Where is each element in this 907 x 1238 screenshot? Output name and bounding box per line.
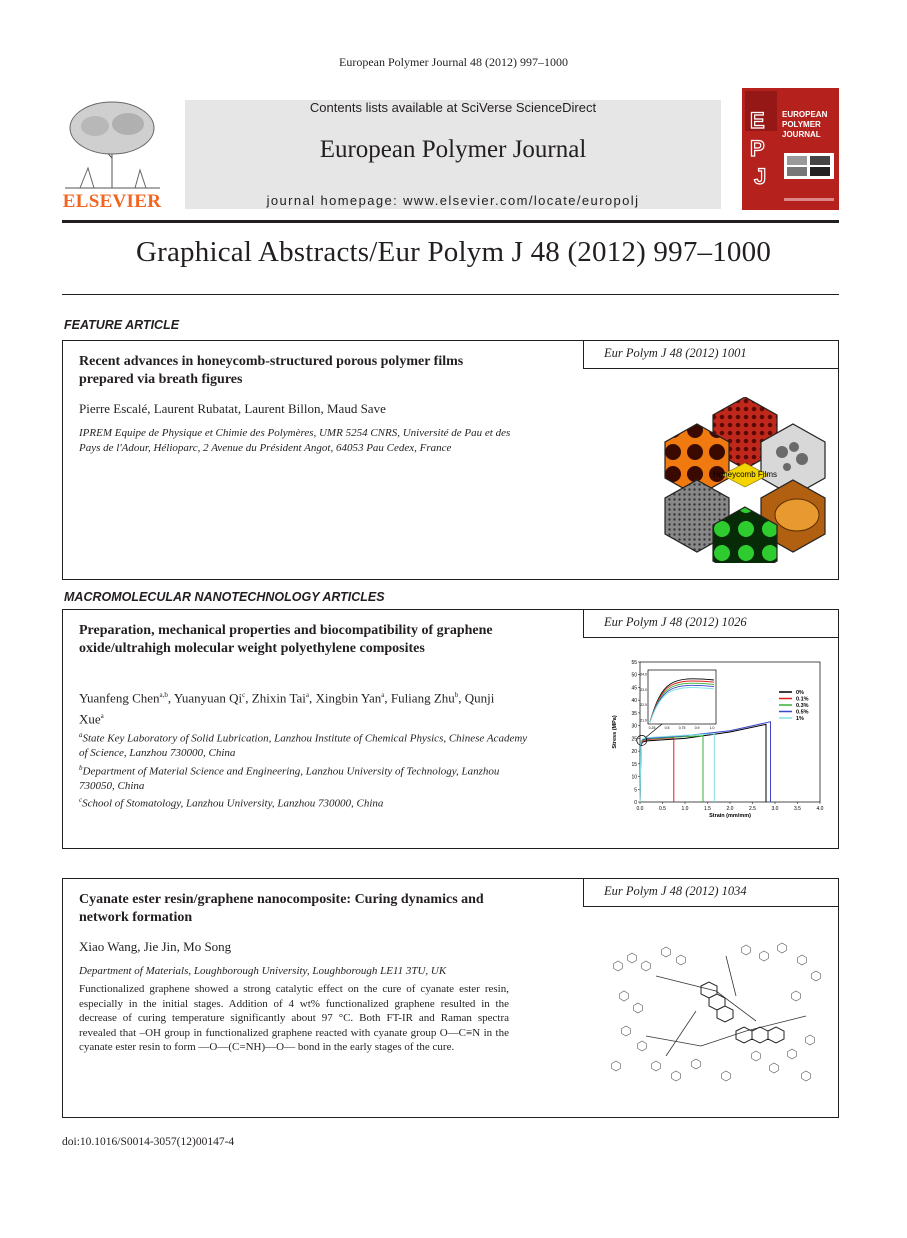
legend-label: 0.5% — [796, 709, 809, 716]
article-authors: Yuanfeng Chen$^{a,b}$, Yuanyuan Qi$^c$, Zhixin Tai$^a$, Xingbin Yan$^a$, Fuliang Zhu$^b$, Qunji Xue$^a$ — [79, 690, 495, 727]
journal-title: European Polymer Journal — [319, 136, 587, 163]
x-tick-label: 3.5 — [794, 806, 801, 812]
x-tick-label: 4.0 — [816, 806, 824, 812]
citation-ref[interactable]: Eur Polym J 48 (2012) 1026 — [583, 610, 839, 638]
legend-label: 1% — [796, 716, 804, 722]
affil-mark: a — [79, 731, 83, 739]
benzene-ring — [628, 953, 637, 963]
benzene-ring — [812, 971, 821, 981]
legend-label: 0.1% — [796, 696, 809, 703]
author-mark: a,b — [159, 691, 168, 699]
inset-y-tick-label: 21.0 — [640, 718, 647, 723]
benzene-ring — [722, 1071, 731, 1081]
cover-letter: J — [754, 164, 767, 189]
benzene-ring — [806, 1035, 815, 1045]
honeycomb-figure — [662, 397, 828, 563]
y-tick-label: 10 — [631, 774, 637, 781]
affil-text: Department of Material Science and Engineering, Lanzhou University of Technology, Lanzhou 730050, China — [79, 765, 500, 792]
inset-x-tick-label: 1.0 — [709, 726, 715, 730]
y-axis-label: Stress (MPa) — [612, 715, 618, 749]
article-affiliation: IPREM Equipe de Physique et Chimie des Polymères, UMR 5254 CNRS, Université de Pau et des Pays de l'Adour, Hélioparc, 2 Avenue du Président Angot, 64053 Pau Cedex, France — [79, 427, 511, 454]
x-tick-label: 1.0 — [681, 806, 689, 812]
inset-x-tick-label: 0.25 — [648, 726, 656, 730]
benzene-ring — [652, 1061, 661, 1071]
author-mark: a — [381, 691, 385, 699]
article-affiliations — [79, 728, 529, 811]
author-name: Fuliang Zhu — [390, 690, 455, 706]
inset-y-tick-label: 24.0 — [640, 672, 647, 677]
y-tick-label: 20 — [631, 749, 637, 756]
title-rule — [62, 294, 839, 295]
benzene-ring — [788, 1049, 797, 1059]
benzene-ring — [798, 955, 807, 965]
molecular-structure-figure — [606, 936, 830, 1086]
journal-homepage[interactable]: journal homepage: www.elsevier.com/locate/europolj — [266, 193, 640, 208]
benzene-ring — [662, 947, 671, 957]
inset-x-tick-label: 0.75 — [678, 726, 686, 730]
y-tick-label: 55 — [631, 660, 637, 666]
legend-label: 0% — [796, 690, 804, 696]
benzene-ring — [622, 1026, 631, 1036]
author-mark: b — [454, 691, 459, 699]
contents-line: Contents lists available at SciVerse ScienceDirect — [309, 100, 597, 115]
series-line — [640, 738, 674, 802]
author-mark: a — [100, 712, 104, 721]
benzene-ring — [614, 961, 623, 971]
author-name: Zhixin Tai — [251, 690, 306, 706]
benzene-ring — [634, 1003, 643, 1013]
affil-mark: c — [79, 796, 83, 805]
citation-ref[interactable]: Eur Polym J 48 (2012) 1034 — [583, 879, 839, 907]
affil-text: State Key Laboratory of Solid Lubrication, Lanzhou Institute of Chemical Physics, Chinese Academy of Science, Lanzhou 730000, China — [79, 732, 528, 760]
y-tick-label: 25 — [631, 736, 637, 743]
article-authors: Pierre Escalé, Laurent Rubatat, Laurent Billon, Maud Save — [79, 401, 386, 416]
benzene-ring — [802, 1071, 811, 1081]
author-name: Xingbin Yan — [315, 690, 382, 706]
doi[interactable]: doi:10.1016/S0014-3057(12)00147-4 — [62, 1136, 235, 1148]
author-name: Yuanfeng Chen — [79, 690, 160, 706]
y-tick-label: 50 — [631, 672, 637, 679]
article-abstract: Functionalized graphene showed a strong catalytic effect on the cure of cyanate ester resin, especially in the initial stages. Addition of 4 wt% functionalized graphene resulted in the decrease of curing temperature significantly about 97 °C. Both FT-IR and Raman spectra revealed that –OH group in functionalized graphene reacted with cyanate group O—C≡N in the cyanate ester resin to form —O—(C=NH)—O— bond in the early stages of the cure. — [79, 983, 509, 1053]
legend-label: 0.3% — [796, 703, 809, 709]
x-tick-label: 0.5 — [659, 806, 666, 812]
running-head: European Polymer Journal 48 (2012) 997–1000 — [339, 55, 568, 69]
author-name: Yuanyuan Qi — [173, 690, 243, 706]
article-title[interactable]: Preparation, mechanical properties and biocompatibility of graphene oxide/ultrahigh molecular weight polyethylene composites — [79, 623, 493, 656]
benzene-ring — [778, 943, 787, 953]
author-mark: c — [242, 691, 246, 699]
author-name: Qunji Xue — [79, 690, 495, 727]
article-affiliation: Department of Materials, Loughborough University, Loughborough LE11 3TU, UK — [79, 965, 447, 977]
y-tick-label: 15 — [631, 761, 637, 768]
inset-y-tick-label: 23.0 — [640, 687, 647, 692]
affil-mark: b — [79, 763, 83, 772]
section-label-nanotech: MACROMOLECULAR NANOTECHNOLOGY ARTICLES — [64, 590, 385, 604]
article-title[interactable]: Cyanate ester resin/graphene nanocomposite: Curing dynamics and network formation — [79, 892, 484, 925]
benzene-ring — [752, 1051, 761, 1061]
benzene-ring — [770, 1063, 779, 1073]
benzene-ring — [677, 955, 686, 965]
inset-x-tick-label: 0.5 — [664, 726, 670, 730]
x-tick-label: 3.0 — [771, 806, 779, 812]
y-tick-label: 45 — [631, 685, 637, 692]
header-rule — [62, 220, 839, 223]
inset-y-tick-label: 22.0 — [640, 703, 647, 708]
inset-frame — [648, 670, 716, 724]
benzene-ring — [760, 951, 769, 961]
x-tick-label: 2.5 — [749, 806, 756, 812]
figure-label: Honeycomb Films — [712, 470, 778, 479]
affiliation-a — [79, 728, 529, 761]
x-axis-label: Strain (mm/mm) — [709, 813, 751, 819]
stress-strain-chart — [604, 656, 829, 832]
benzene-ring — [792, 991, 801, 1001]
journal-cover-image — [742, 88, 839, 210]
section-label-feature: FEATURE ARTICLE — [64, 318, 180, 332]
affil-text: School of Stomatology, Lanzhou University, Lanzhou 730000, China — [82, 797, 384, 810]
author-mark: a — [305, 691, 309, 699]
benzene-ring — [612, 1061, 621, 1071]
cover-letter: E — [750, 108, 765, 133]
x-tick-label: 2.0 — [726, 806, 734, 812]
article-authors: Xiao Wang, Jie Jin, Mo Song — [79, 939, 232, 954]
x-tick-label: 1.5 — [704, 806, 711, 812]
y-tick-label: 5 — [634, 787, 637, 794]
citation-ref[interactable]: Eur Polym J 48 (2012) 1001 — [583, 341, 839, 369]
y-tick-label: 40 — [631, 698, 637, 705]
cover-title: EUROPEAN POLYMER JOURNAL — [782, 110, 828, 139]
x-tick-label: 0.0 — [636, 806, 644, 812]
page-title: Graphical Abstracts/Eur Polym J 48 (2012) 997–1000 — [135, 236, 772, 268]
benzene-ring — [620, 991, 629, 1001]
benzene-ring — [742, 945, 751, 955]
y-tick-label: 35 — [631, 710, 637, 717]
article-title[interactable]: Recent advances in honeycomb-structured porous polymer films prepared via breath figures — [79, 354, 464, 387]
benzene-ring — [672, 1071, 681, 1081]
benzene-ring — [638, 1041, 647, 1051]
cover-letter: P — [750, 136, 765, 161]
benzene-ring — [642, 961, 651, 971]
inset-x-tick-label: 0.9 — [694, 726, 700, 730]
affiliation-c — [79, 793, 529, 811]
y-tick-label: 30 — [631, 723, 637, 730]
y-tick-label: 0 — [634, 800, 637, 806]
cover-letters — [750, 108, 766, 189]
affiliation-b — [79, 761, 529, 794]
benzene-ring — [692, 1059, 701, 1069]
series-line — [640, 736, 703, 802]
publisher-wordmark: ELSEVIER — [62, 191, 162, 212]
